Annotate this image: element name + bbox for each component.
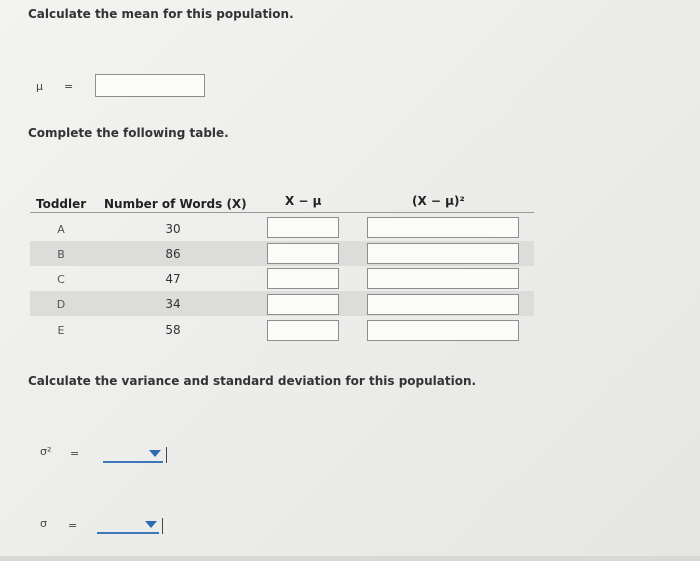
table-header-divider — [30, 212, 534, 213]
text-cursor — [166, 447, 167, 463]
x-minus-mu-input-a[interactable] — [267, 217, 339, 238]
variance-equals-sign: = — [70, 447, 80, 460]
cell-number-of-words: 34 — [165, 297, 181, 311]
mean-input[interactable] — [95, 74, 205, 97]
text-cursor — [162, 518, 163, 534]
mean-prompt: Calculate the mean for this population. — [28, 7, 294, 21]
standard-deviation-dropdown[interactable] — [97, 518, 159, 534]
header-number-of-words: Number of Words (X) — [104, 197, 247, 211]
cell-number-of-words: 30 — [165, 222, 181, 236]
x-minus-mu-input-e[interactable] — [267, 320, 339, 341]
cell-number-of-words: 47 — [165, 272, 181, 286]
x-minus-mu-squared-input-e[interactable] — [367, 320, 519, 341]
cell-toddler: E — [57, 324, 65, 337]
table-prompt: Complete the following table. — [28, 126, 229, 140]
x-minus-mu-squared-input-b[interactable] — [367, 243, 519, 264]
mu-equals-sign: = — [64, 80, 74, 93]
cell-toddler: C — [57, 273, 65, 286]
header-x-minus-mu-squared: (X − μ)² — [412, 194, 465, 208]
x-minus-mu-squared-input-d[interactable] — [367, 294, 519, 315]
cell-toddler: B — [57, 248, 65, 261]
variance-prompt: Calculate the variance and standard deviation for this population. — [28, 374, 477, 388]
cell-number-of-words: 58 — [165, 323, 181, 337]
screen-bottom-edge — [0, 556, 700, 561]
variance-label: σ² — [40, 445, 52, 458]
caret-down-icon — [149, 450, 161, 457]
x-minus-mu-input-d[interactable] — [267, 294, 339, 315]
cell-toddler: D — [56, 298, 66, 311]
cell-toddler: A — [57, 223, 65, 236]
x-minus-mu-input-b[interactable] — [267, 243, 339, 264]
x-minus-mu-input-c[interactable] — [267, 268, 339, 289]
cell-number-of-words: 86 — [165, 247, 181, 261]
mu-label: μ — [36, 80, 43, 93]
header-toddler: Toddler — [36, 197, 87, 211]
x-minus-mu-squared-input-c[interactable] — [367, 268, 519, 289]
standard-deviation-equals-sign: = — [68, 519, 78, 532]
standard-deviation-label: σ — [40, 517, 47, 530]
header-x-minus-mu: X − μ — [285, 194, 322, 208]
caret-down-icon — [145, 521, 157, 528]
x-minus-mu-squared-input-a[interactable] — [367, 217, 519, 238]
variance-dropdown[interactable] — [103, 447, 163, 463]
